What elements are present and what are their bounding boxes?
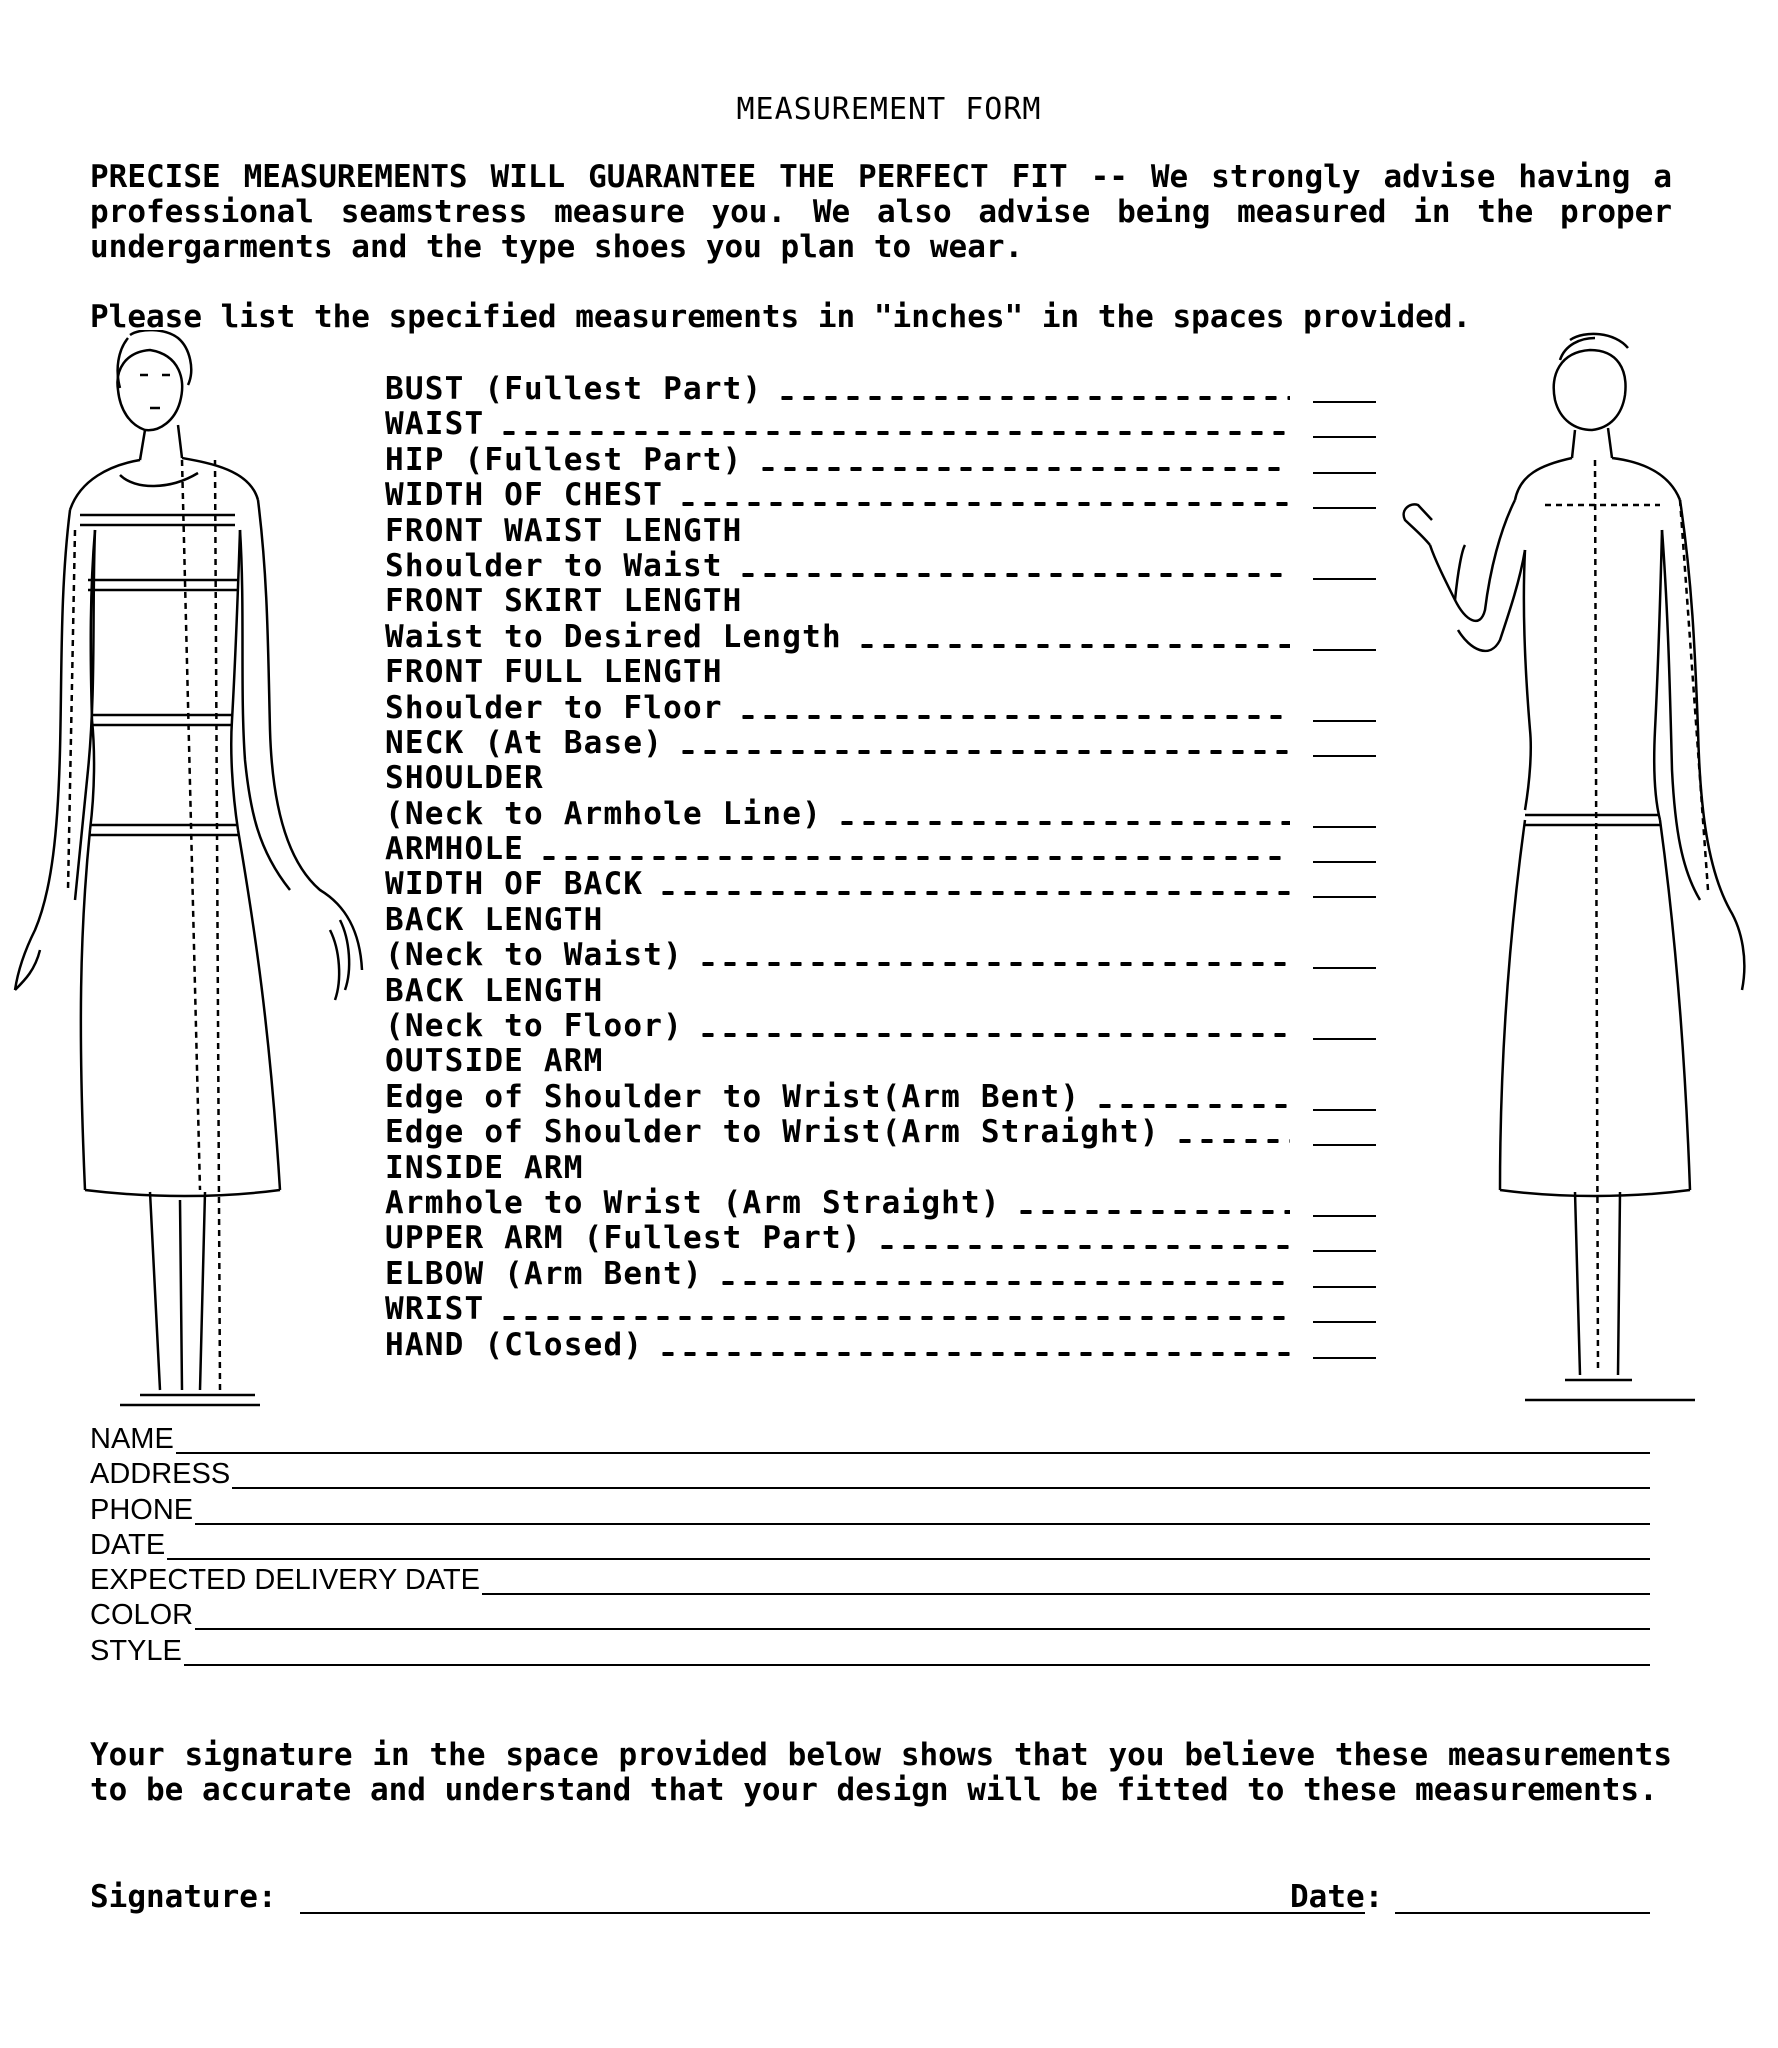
measurement-label: HAND (Closed) (385, 1326, 644, 1363)
measurement-label: Waist to Desired Length (385, 618, 842, 655)
measurement-row (385, 478, 1385, 513)
intro-paragraph: PRECISE MEASUREMENTS WILL GUARANTEE THE PERFECT FIT -- We strongly advise having a professional seamstress measure you. We also advise being measured in the proper undergarments and the type shoes you plan to wear. (90, 159, 1672, 265)
measurement-label: BACK LENGTH (385, 972, 604, 1009)
signature-field[interactable] (300, 1912, 1365, 1914)
measurement-row (385, 620, 1385, 655)
customer-field-input[interactable] (232, 1487, 1650, 1489)
measurement-row (385, 584, 1385, 619)
leader-dots (737, 715, 1290, 719)
measurement-row (385, 1044, 1385, 1079)
customer-field-label: STYLE (90, 1634, 182, 1667)
signature-date-field[interactable] (1395, 1912, 1650, 1914)
measurement-input[interactable] (1313, 826, 1376, 828)
measurement-input[interactable] (1313, 436, 1376, 438)
measurement-label: WIDTH OF BACK (385, 866, 644, 903)
measurement-label: Shoulder to Floor (385, 689, 723, 726)
measurement-input[interactable] (1313, 1215, 1376, 1217)
measurement-row (385, 832, 1385, 867)
leader-dots (776, 396, 1290, 400)
customer-field-row (90, 1528, 1650, 1563)
leader-dots (657, 891, 1290, 895)
leader-dots (757, 467, 1290, 471)
customer-field-row (90, 1634, 1650, 1669)
measurement-row (385, 443, 1385, 478)
measurement-label: ELBOW (Arm Bent) (385, 1255, 703, 1292)
measurement-label: WRIST (385, 1291, 485, 1328)
leader-dots (876, 1245, 1290, 1249)
measurement-label: INSIDE ARM (385, 1149, 584, 1186)
leader-dots (498, 1316, 1290, 1320)
leader-dots (697, 1033, 1290, 1037)
customer-field-row (90, 1457, 1650, 1492)
customer-field-label: DATE (90, 1528, 166, 1561)
leader-dots (677, 750, 1290, 754)
customer-field-label: COLOR (90, 1599, 194, 1632)
customer-field-input[interactable] (176, 1452, 1650, 1454)
leader-dots (856, 644, 1290, 648)
measurement-row (385, 1115, 1385, 1150)
date-label: Date: (1290, 1879, 1384, 1915)
leader-dots (1174, 1139, 1290, 1143)
customer-field-input[interactable] (184, 1664, 1650, 1666)
leader-dots (677, 502, 1290, 506)
measurement-row (385, 903, 1385, 938)
measurement-label: WIDTH OF CHEST (385, 477, 664, 514)
customer-field-row (90, 1493, 1650, 1528)
leader-dots (1094, 1104, 1290, 1108)
measurement-label: UPPER ARM (Fullest Part) (385, 1220, 862, 1257)
measurement-row (385, 1151, 1385, 1186)
leader-dots (538, 856, 1290, 860)
measurement-list (385, 372, 1385, 1363)
measurement-input[interactable] (1313, 1109, 1376, 1111)
instruction-text: Please list the specified measurements in "inches" in the spaces provided. (90, 299, 1472, 335)
measurement-row (385, 514, 1385, 549)
measurement-input[interactable] (1313, 1250, 1376, 1252)
measurement-row (385, 1080, 1385, 1115)
measurement-input[interactable] (1313, 967, 1376, 969)
signature-label: Signature: (90, 1879, 277, 1915)
measurement-row (385, 549, 1385, 584)
measurement-input[interactable] (1313, 1321, 1376, 1323)
measurement-input[interactable] (1313, 720, 1376, 722)
measurement-label: ARMHOLE (385, 831, 525, 868)
measurement-label: BACK LENGTH (385, 901, 604, 938)
measurement-input[interactable] (1313, 861, 1376, 863)
customer-field-label: ADDRESS (90, 1458, 231, 1491)
measurement-label: Edge of Shoulder to Wrist(Arm Bent) (385, 1078, 1081, 1115)
leader-dots (836, 821, 1290, 825)
customer-field-input[interactable] (195, 1628, 1650, 1630)
measurement-row (385, 1221, 1385, 1256)
front-figure-illustration (0, 330, 380, 1410)
measurement-label: Edge of Shoulder to Wrist(Arm Straight) (385, 1114, 1160, 1151)
leader-dots (498, 431, 1290, 435)
leader-dots (737, 573, 1290, 577)
measurement-row (385, 1257, 1385, 1292)
measurement-label: (Neck to Floor) (385, 1008, 683, 1045)
measurement-row (385, 1186, 1385, 1221)
measurement-label: SHOULDER (385, 760, 544, 797)
customer-field-label: PHONE (90, 1493, 194, 1526)
measurement-row (385, 372, 1385, 407)
measurement-label: BUST (Fullest Part) (385, 371, 763, 407)
customer-field-label: NAME (90, 1423, 174, 1455)
leader-dots (697, 962, 1290, 966)
measurement-row (385, 938, 1385, 973)
measurement-input[interactable] (1313, 472, 1376, 474)
measurement-label: WAIST (385, 406, 485, 443)
signature-row (90, 1880, 1650, 1920)
leader-dots (657, 1352, 1290, 1356)
leader-dots (1015, 1210, 1290, 1214)
measurement-row (385, 691, 1385, 726)
measurement-row (385, 1292, 1385, 1327)
measurement-input[interactable] (1313, 755, 1376, 757)
measurement-label: Shoulder to Waist (385, 547, 723, 584)
measurement-row (385, 761, 1385, 796)
leader-dots (717, 1281, 1290, 1285)
customer-field-row (90, 1422, 1650, 1457)
measurement-row (385, 867, 1385, 902)
measurement-row (385, 797, 1385, 832)
measurement-label: FRONT FULL LENGTH (385, 654, 723, 691)
measurement-row (385, 1328, 1385, 1363)
measurement-label: OUTSIDE ARM (385, 1043, 604, 1080)
measurement-input[interactable] (1313, 401, 1376, 403)
measurement-input[interactable] (1313, 1286, 1376, 1288)
measurement-input[interactable] (1313, 1144, 1376, 1146)
measurement-row (385, 655, 1385, 690)
agreement-text: Your signature in the space provided below shows that you believe these measurements to be accurate and understand that your design will be fitted to these measurements. (90, 1737, 1672, 1808)
measurement-input[interactable] (1313, 1357, 1376, 1359)
measurement-label: FRONT SKIRT LENGTH (385, 583, 743, 620)
measurement-label: (Neck to Armhole Line) (385, 795, 822, 832)
customer-info-section (90, 1422, 1650, 1669)
back-figure-illustration (1370, 330, 1770, 1410)
measurement-label: (Neck to Waist) (385, 937, 683, 974)
customer-field-row (90, 1563, 1650, 1598)
measurement-row (385, 974, 1385, 1009)
measurement-row (385, 726, 1385, 761)
measurement-label: HIP (Fullest Part) (385, 441, 743, 478)
measurement-input[interactable] (1313, 507, 1376, 509)
measurement-input[interactable] (1313, 896, 1376, 898)
customer-field-input[interactable] (195, 1523, 1650, 1525)
measurement-label: NECK (At Base) (385, 724, 664, 761)
measurement-label: FRONT WAIST LENGTH (385, 512, 743, 549)
measurement-row (385, 407, 1385, 442)
customer-field-row (90, 1598, 1650, 1633)
form-title: MEASUREMENT FORM (736, 92, 1042, 127)
customer-field-input[interactable] (167, 1558, 1650, 1560)
measurement-label: Armhole to Wrist (Arm Straight) (385, 1184, 1001, 1221)
customer-field-label: EXPECTED DELIVERY DATE (90, 1564, 481, 1597)
customer-field-input[interactable] (482, 1593, 1650, 1595)
measurement-input[interactable] (1313, 1038, 1376, 1040)
measurement-input[interactable] (1313, 578, 1376, 580)
measurement-row (385, 1009, 1385, 1044)
measurement-input[interactable] (1313, 649, 1376, 651)
